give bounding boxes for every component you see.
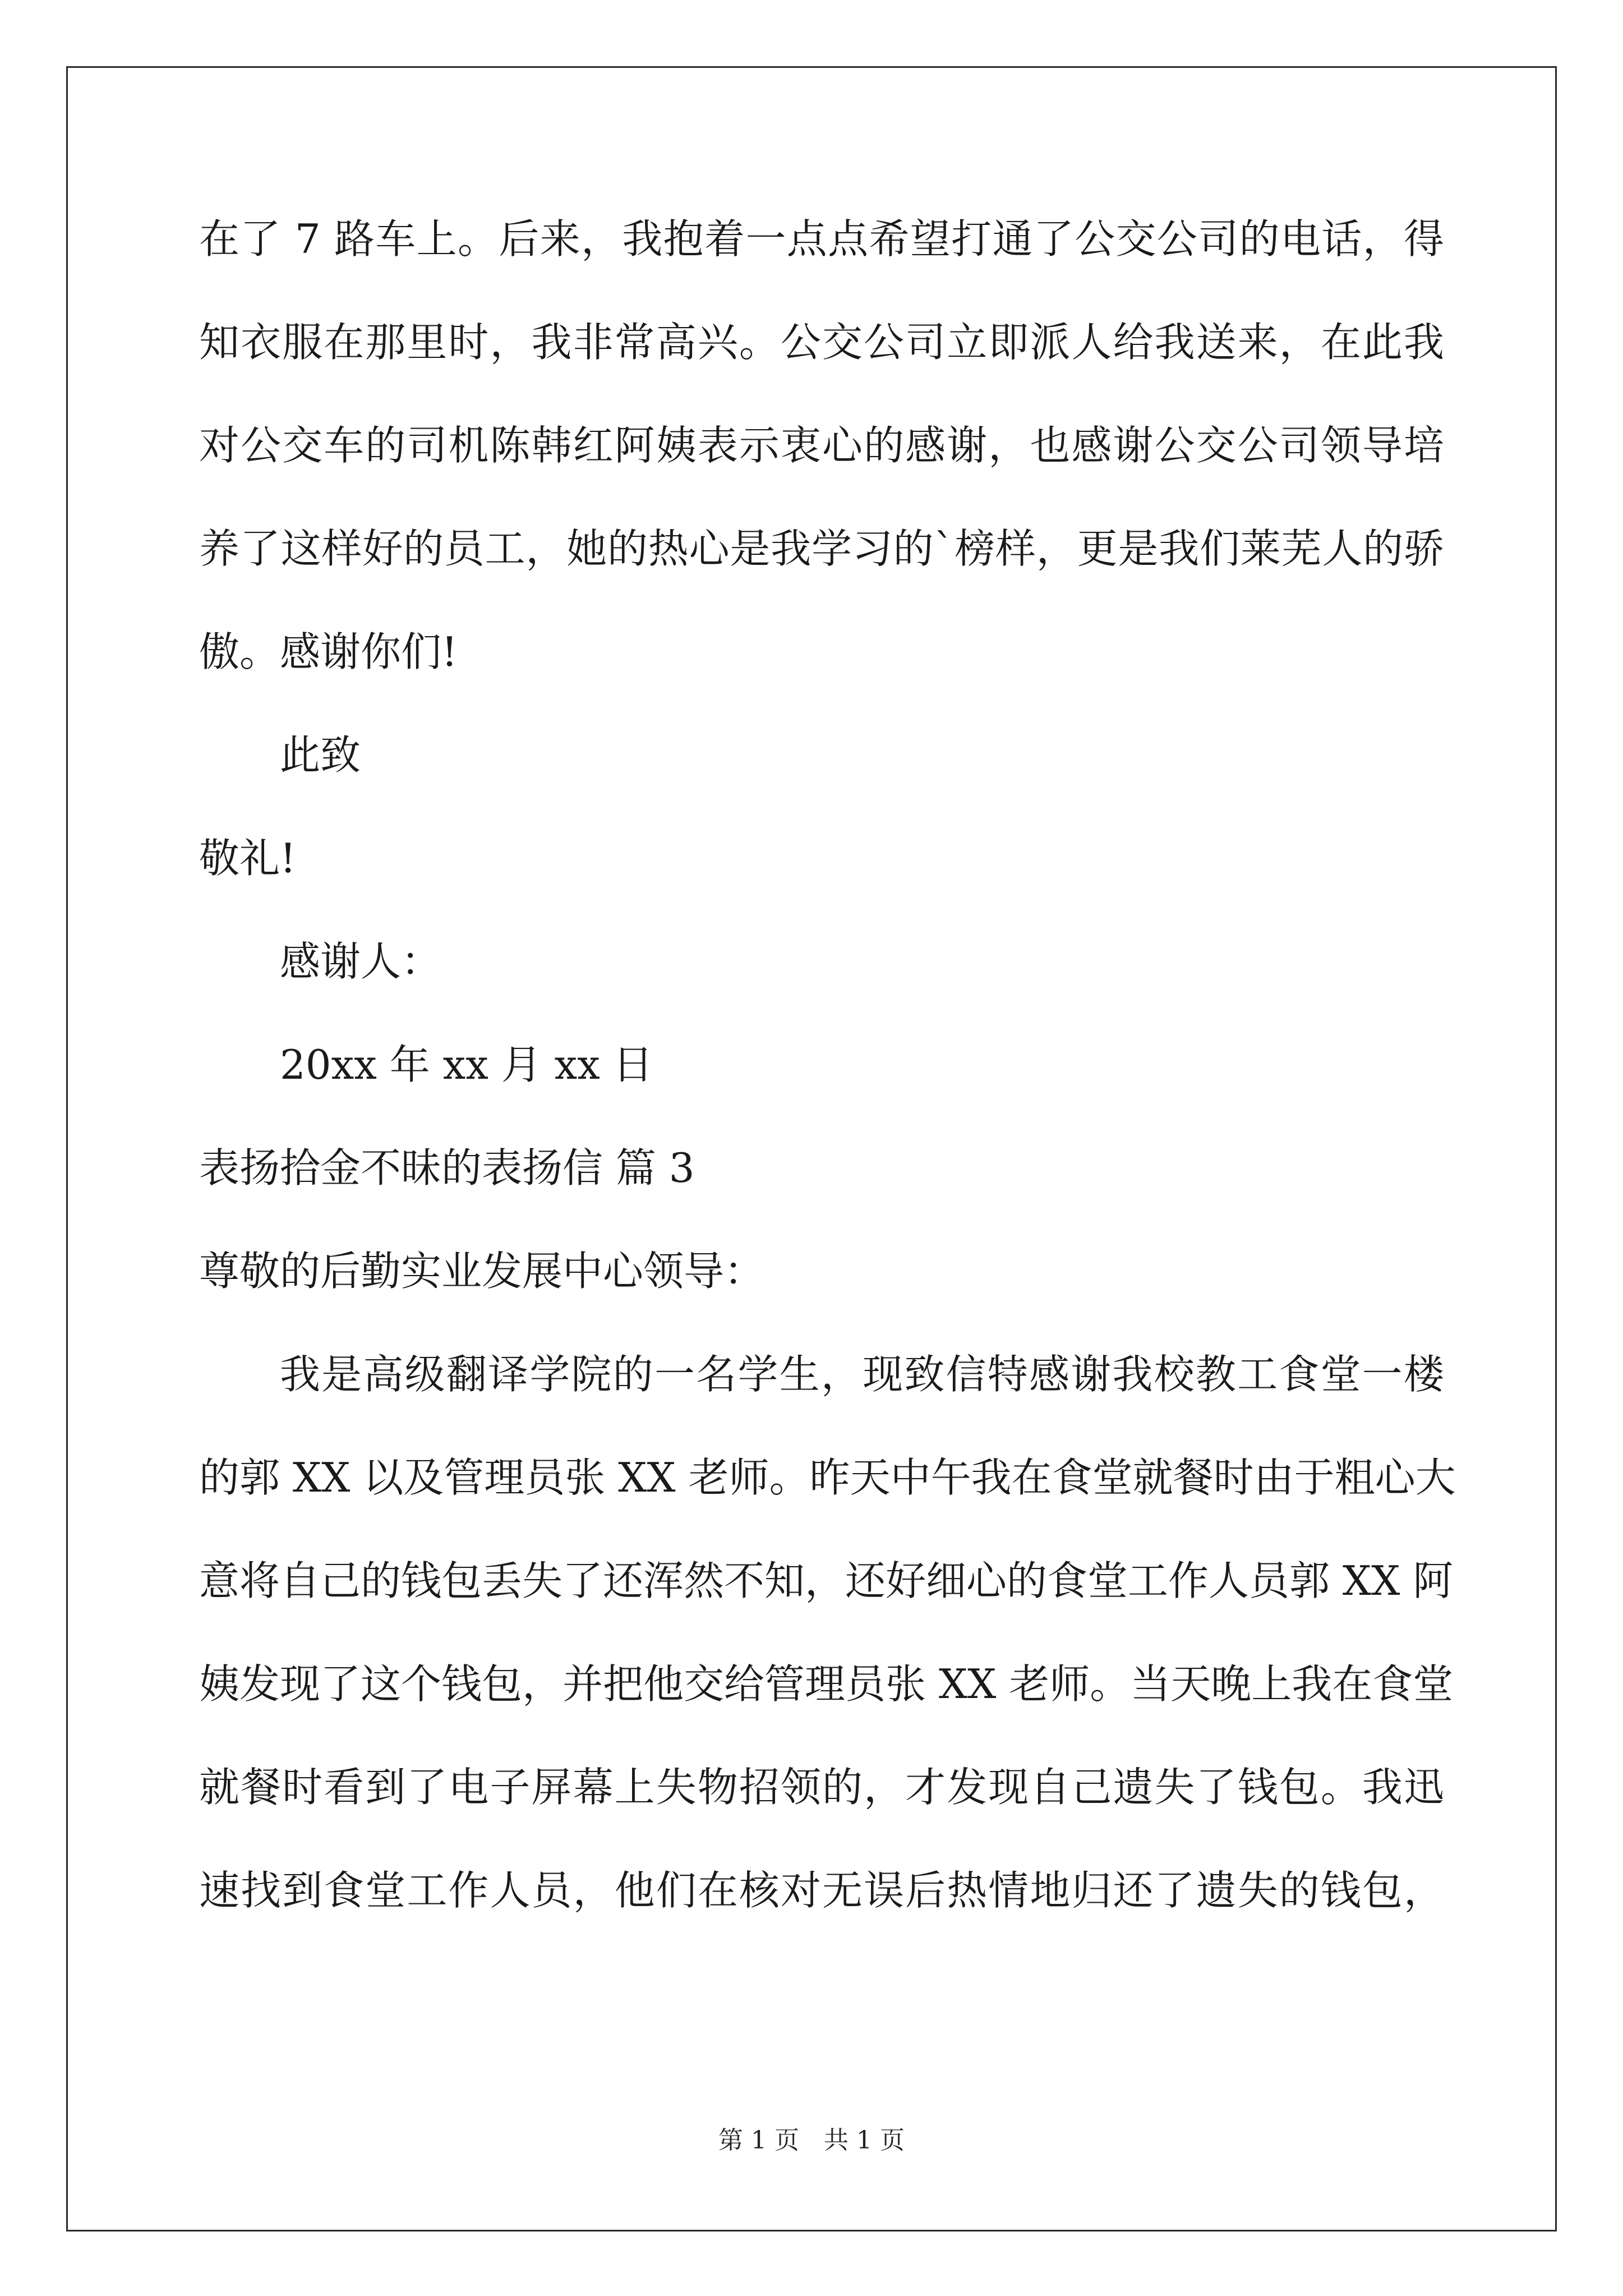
letter-greeting: 尊敬的后勤实业发展中心领导： <box>199 1248 765 1295</box>
text-line: 我是高级翻译学院的一名学生，现致信特感谢我校教工食堂一楼 <box>280 1351 1444 1398</box>
text-line: 姨发现了这个钱包，并把他交给管理员张 XX 老师。当天晚上我在食堂 <box>199 1660 1454 1708</box>
page-number: 第 1 页 <box>718 2126 799 2155</box>
text-line: 意将自己的钱包丢失了还浑然不知，还好细心的食堂工作人员郭 XX 阿 <box>199 1557 1454 1604</box>
closing-salutation: 此致 <box>280 731 361 779</box>
text-line: 对公交车的司机陈韩红阿姨表示衷心的感谢，也感谢公交公司领导培 <box>199 422 1444 469</box>
text-line: 在了 7 路车上。后来，我抱着一点点希望打通了公交公司的电话，得 <box>199 215 1444 263</box>
text-line: 速找到食堂工作人员，他们在核对无误后热情地归还了遗失的钱包， <box>199 1867 1444 1914</box>
letter-body <box>199 213 1456 1968</box>
text-line: 就餐时看到了电子屏幕上失物招领的，才发现自己遗失了钱包。我迅 <box>199 1764 1444 1811</box>
text-line: 知衣服在那里时，我非常高兴。公交公司立即派人给我送来，在此我 <box>199 319 1444 366</box>
page-total: 共 1 页 <box>824 2126 905 2155</box>
text-line: 养了这样好的员工，她的热心是我学习的`榜样，更是我们莱芜人的骄 <box>199 525 1444 572</box>
closing-regards: 敬礼! <box>199 835 296 882</box>
signature-label: 感谢人： <box>280 938 442 985</box>
page-footer <box>0 2125 1623 2156</box>
section-title: 表扬拾金不昧的表扬信 篇 3 <box>199 1144 695 1191</box>
letter-date: 20xx 年 xx 月 xx 日 <box>280 1041 653 1088</box>
text-line: 傲。感谢你们! <box>199 628 458 675</box>
text-line: 的郭 XX 以及管理员张 XX 老师。昨天中午我在食堂就餐时由于粗心大 <box>199 1454 1456 1501</box>
